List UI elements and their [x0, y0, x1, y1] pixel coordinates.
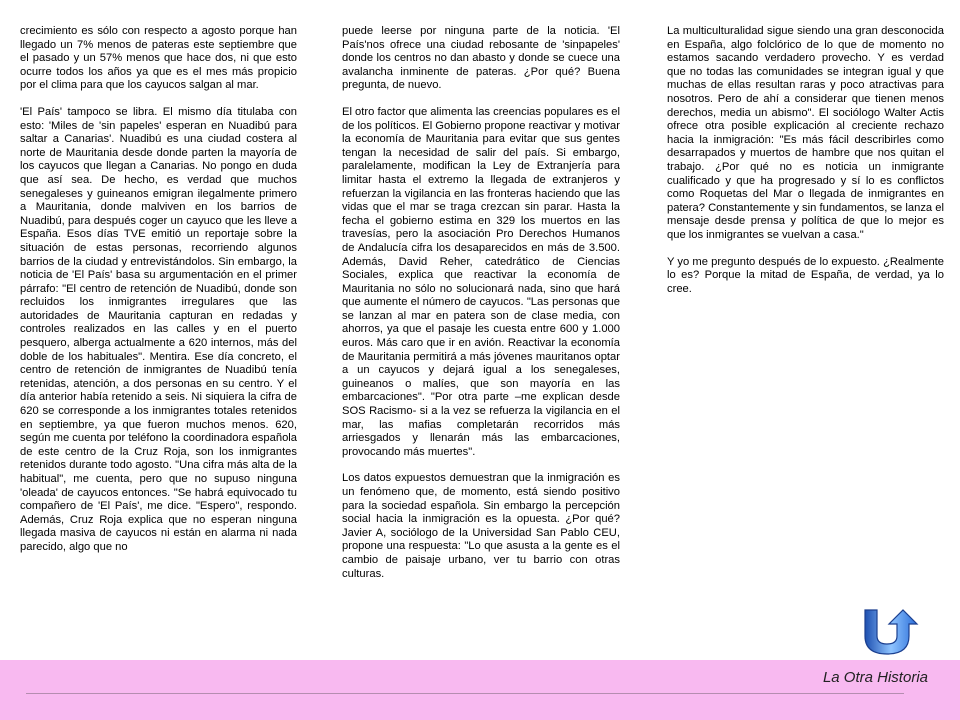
paragraph: Y yo me pregunto después de lo expuesto. ¿Realmente lo es? Porque la mitad de España, de verdad, ya lo cree.	[667, 255, 944, 295]
paragraph: crecimiento es sólo con respecto a agosto porque han llegado un 7% menos de pateras este septiembre que el pasado y un 57% menos que hace dos, ni que esto ocurre todos los años ya que es el mes más propicio por el clima para que los cayucos salgan al mar.	[20, 25, 297, 92]
footer-title: La Otra Historia	[822, 669, 928, 686]
paragraph: Los datos expuestos demuestran que la inmigración es un fenómeno que, de momento, está siendo positivo para la sociedad española. Sin embargo la percepción social hacia la inmigración es la opuesta. ¿Por qué? Javier A, sociólogo de la Universidad San Pablo CEU, propone una respuesta: "Lo que asusta a la gente es el cambio de paisaje urbano, ver tu barrio con otras culturas.	[342, 472, 620, 580]
footer-divider	[26, 693, 904, 694]
u-turn-arrow-icon[interactable]	[857, 608, 927, 658]
paragraph: 'El País' tampoco se libra. El mismo día titulaba con esto: 'Miles de 'sin papeles' esperan en Nuadibú para saltar a Canarias'. Nuadibú es una ciudad costera al norte de Mauritania desde donde parten la mayoría de los cayucos que llegan a Canarias. No pongo en duda que así sea. De hecho, es verdad que muchos senegaleses y guineanos emigran ilegalmente primero a Mauritania, donde malviven en los barrios de Nuadibú, para después coger un cayuco que les lleve a España. Esos días TVE emitió un reportaje sobre la situación de estas personas, recorriendo algunos barrios de la ciudad y entrevistándolos. Sin embargo, la noticia de 'El País' basa su argumentación en el primer párrafo: "El centro de retención de Nuadibú, donde son recluidos los inmigrantes irregulares que las autoridades de Mauritania capturan en redadas y controles realizados en las calles y en el puerto pesquero, alberga actualmente a 620 internos, más del doble de los habituales". Mentira. Ese día concreto, el centro de retención de inmigrantes de Nuadibú tenía retenidas, atención, a dos personas en su centro. Y el día anterior había retenido a seis. Ni siquiera la cifra de 620 se corresponde a los inmigrantes totales retenidos en septiembre, ya que fueron muchos menos. 620, según me cuenta por teléfono la coordinadora española de este centro de la Cruz Roja, son los inmigrantes retenidos durante todo agosto. "Una cifra más alta de la habitual", me cuenta, pero que no supuso ninguna 'oleada' de cayucos entonces. "Se habrá equivocado tu compañero de 'El País', me dice. "Espero", respondo. Además, Cruz Roja explica que no esperan ninguna llegada masiva de cayucos ni están en alarma ni nada parecido, algo que no	[20, 105, 297, 553]
paragraph: La multiculturalidad sigue siendo una gran desconocida en España, algo folclórico de lo que de momento no estamos sacando verdadero provecho. Y es verdad que no todas las comunidades se integran igual y que muchas de ellas resultan raras y poco atractivas para nosotros. Pero de ahí a considerar que tienen menos derechos, media un abismo". El sociólogo Walter Actis ofrece otra posible explicación al creciente rechazo hacia la inmigración: "Es más fácil describirles como desarrapados y muertos de hambre que nos quitan el trabajo. ¿Por qué no es noticia un inmigrante cualificado y que ha progresado y sí lo es conflictos como Roquetas del Mar o llegada de inmigrantes en patera? Constantemente y sin fundamentos, se lanza el mensaje desde prensa y política de que lo mejor es que los inmigrantes se vuelvan a casa."	[667, 25, 944, 241]
text-column-2	[342, 25, 620, 594]
text-column-1	[20, 25, 297, 568]
text-column-3	[667, 25, 944, 309]
paragraph: El otro factor que alimenta las creencias populares es el de los políticos. El Gobierno propone reactivar y motivar la economía de Mauritania para evitar que sus gentes tengan la necesidad de salir del país. Si embargo, paralelamente, modifican la Ley de Extranjería para limitar hasta el extremo la llegada de extranjeros y refuerzan la vigilancia en las fronteras haciendo que las vidas que el mar se traga crezcan sin parar. Hasta la fecha el gobierno estima en 329 los muertos en las travesías, pero la asociación Pro Derechos Humanos de Andalucía cifra los desaparecidos en más de 3.500. Además, David Reher, catedrático de Ciencias Sociales, explica que reactivar la economía de Mauritania no sólo no solucionará nada, sino que hará que aumente el número de cayucos. "Las personas que se lanzan al mar en patera son de clase media, con ahorros, ya que el pasaje les cuesta entre 600 y 1.000 euros. Más caro que ir en avión. Reactivar la economía de Mauritania permitirá a más jóvenes mauritanos optar a un cayucos y dejará igual a los senegaleses, guineanos o malíes, que son mayoría en las embarcaciones". "Por otra parte –me explican desde SOS Racismo- si a la vez se refuerza la vigilancia en el mar, las mafias completarán recorridos más arriesgados y llenarán más las embarcaciones, provocando más muertes".	[342, 105, 620, 458]
paragraph: puede leerse por ninguna parte de la noticia. 'El País'nos ofrece una ciudad rebosante de 'sinpapeles' donde los centros no dan abasto y donde se cuece una avalancha inminente de pateras. ¿Por qué? Buena pregunta, de nuevo.	[342, 25, 620, 92]
footer-bar	[0, 660, 960, 720]
